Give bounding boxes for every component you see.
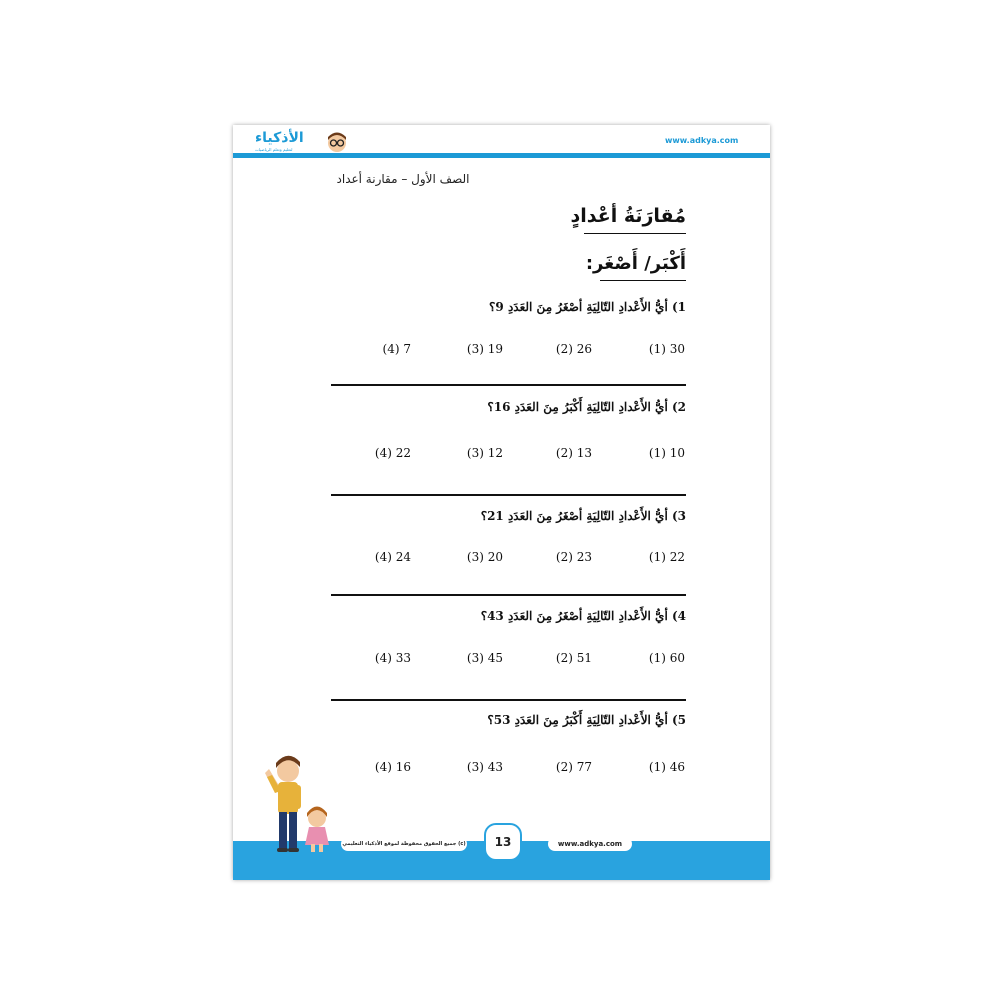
footer-copyright: جميع الحقوق محفوظة لموقع الأذكياء التعليمي (c) — [341, 837, 467, 851]
footer-url[interactable]: www.adkya.com — [548, 837, 632, 851]
q1-option-4[interactable]: 7 (4) — [382, 342, 411, 356]
divider — [331, 594, 686, 596]
q2-option-4[interactable]: 22 (4) — [374, 446, 411, 460]
divider — [331, 494, 686, 496]
q2-option-1[interactable]: 10 (1) — [648, 446, 685, 460]
section-title: أَكْبَر/ أَصْغَر: — [585, 253, 686, 274]
q4-option-3[interactable]: 45 (3) — [466, 651, 503, 665]
question-2: 2) أيُّ الأَعْدادِ التّالِيَةِ أَكْبَرُ مِنَ العَدَدِ 16؟ — [487, 400, 686, 414]
question-5: 5) أيُّ الأَعْدادِ التّالِيَةِ أَكْبَرُ مِنَ العَدَدِ 53؟ — [487, 713, 686, 727]
q2-option-2[interactable]: 13 (2) — [555, 446, 592, 460]
divider — [331, 699, 686, 701]
divider — [331, 384, 686, 386]
title-underline — [584, 233, 686, 234]
question-1: 1) أيُّ الأَعْدادِ التّالِيَةِ أصْغَرُ مِنَ العَدَدِ 9؟ — [489, 300, 686, 314]
page-subtitle: الصف الأول – مقارنة أعداد — [336, 172, 470, 186]
q3-option-1[interactable]: 22 (1) — [648, 550, 685, 564]
section-underline — [600, 280, 686, 281]
logo-subtext: لتعليم وتعلم الرياضيات — [255, 147, 293, 152]
logo-text: الأذكياء — [255, 130, 304, 146]
q5-option-3[interactable]: 43 (3) — [466, 760, 503, 774]
q1-option-2[interactable]: 26 (2) — [555, 342, 592, 356]
q4-option-1[interactable]: 60 (1) — [648, 651, 685, 665]
q1-option-1[interactable]: 30 (1) — [648, 342, 685, 356]
q3-option-3[interactable]: 20 (3) — [466, 550, 503, 564]
header-url[interactable]: www.adkya.com — [665, 136, 739, 145]
family-illustration — [245, 745, 335, 855]
q2-option-3[interactable]: 12 (3) — [466, 446, 503, 460]
q5-option-4[interactable]: 16 (4) — [374, 760, 411, 774]
header-bar — [233, 153, 770, 158]
q3-option-4[interactable]: 24 (4) — [374, 550, 411, 564]
q5-option-2[interactable]: 77 (2) — [555, 760, 592, 774]
question-3: 3) أيُّ الأَعْدادِ التّالِيَةِ أصْغَرُ مِنَ العَدَدِ 21؟ — [480, 509, 686, 523]
q3-option-2[interactable]: 23 (2) — [555, 550, 592, 564]
q5-option-1[interactable]: 46 (1) — [648, 760, 685, 774]
q4-option-2[interactable]: 51 (2) — [555, 651, 592, 665]
question-4: 4) أيُّ الأَعْدادِ التّالِيَةِ أصْغَرُ مِنَ العَدَدِ 43؟ — [480, 609, 686, 623]
q4-option-4[interactable]: 33 (4) — [374, 651, 411, 665]
page-title: مُقارَنَةُ أعْدادٍ — [570, 205, 686, 227]
page-number: 13 — [484, 823, 522, 861]
q1-option-3[interactable]: 19 (3) — [466, 342, 503, 356]
worksheet-page — [233, 125, 770, 880]
